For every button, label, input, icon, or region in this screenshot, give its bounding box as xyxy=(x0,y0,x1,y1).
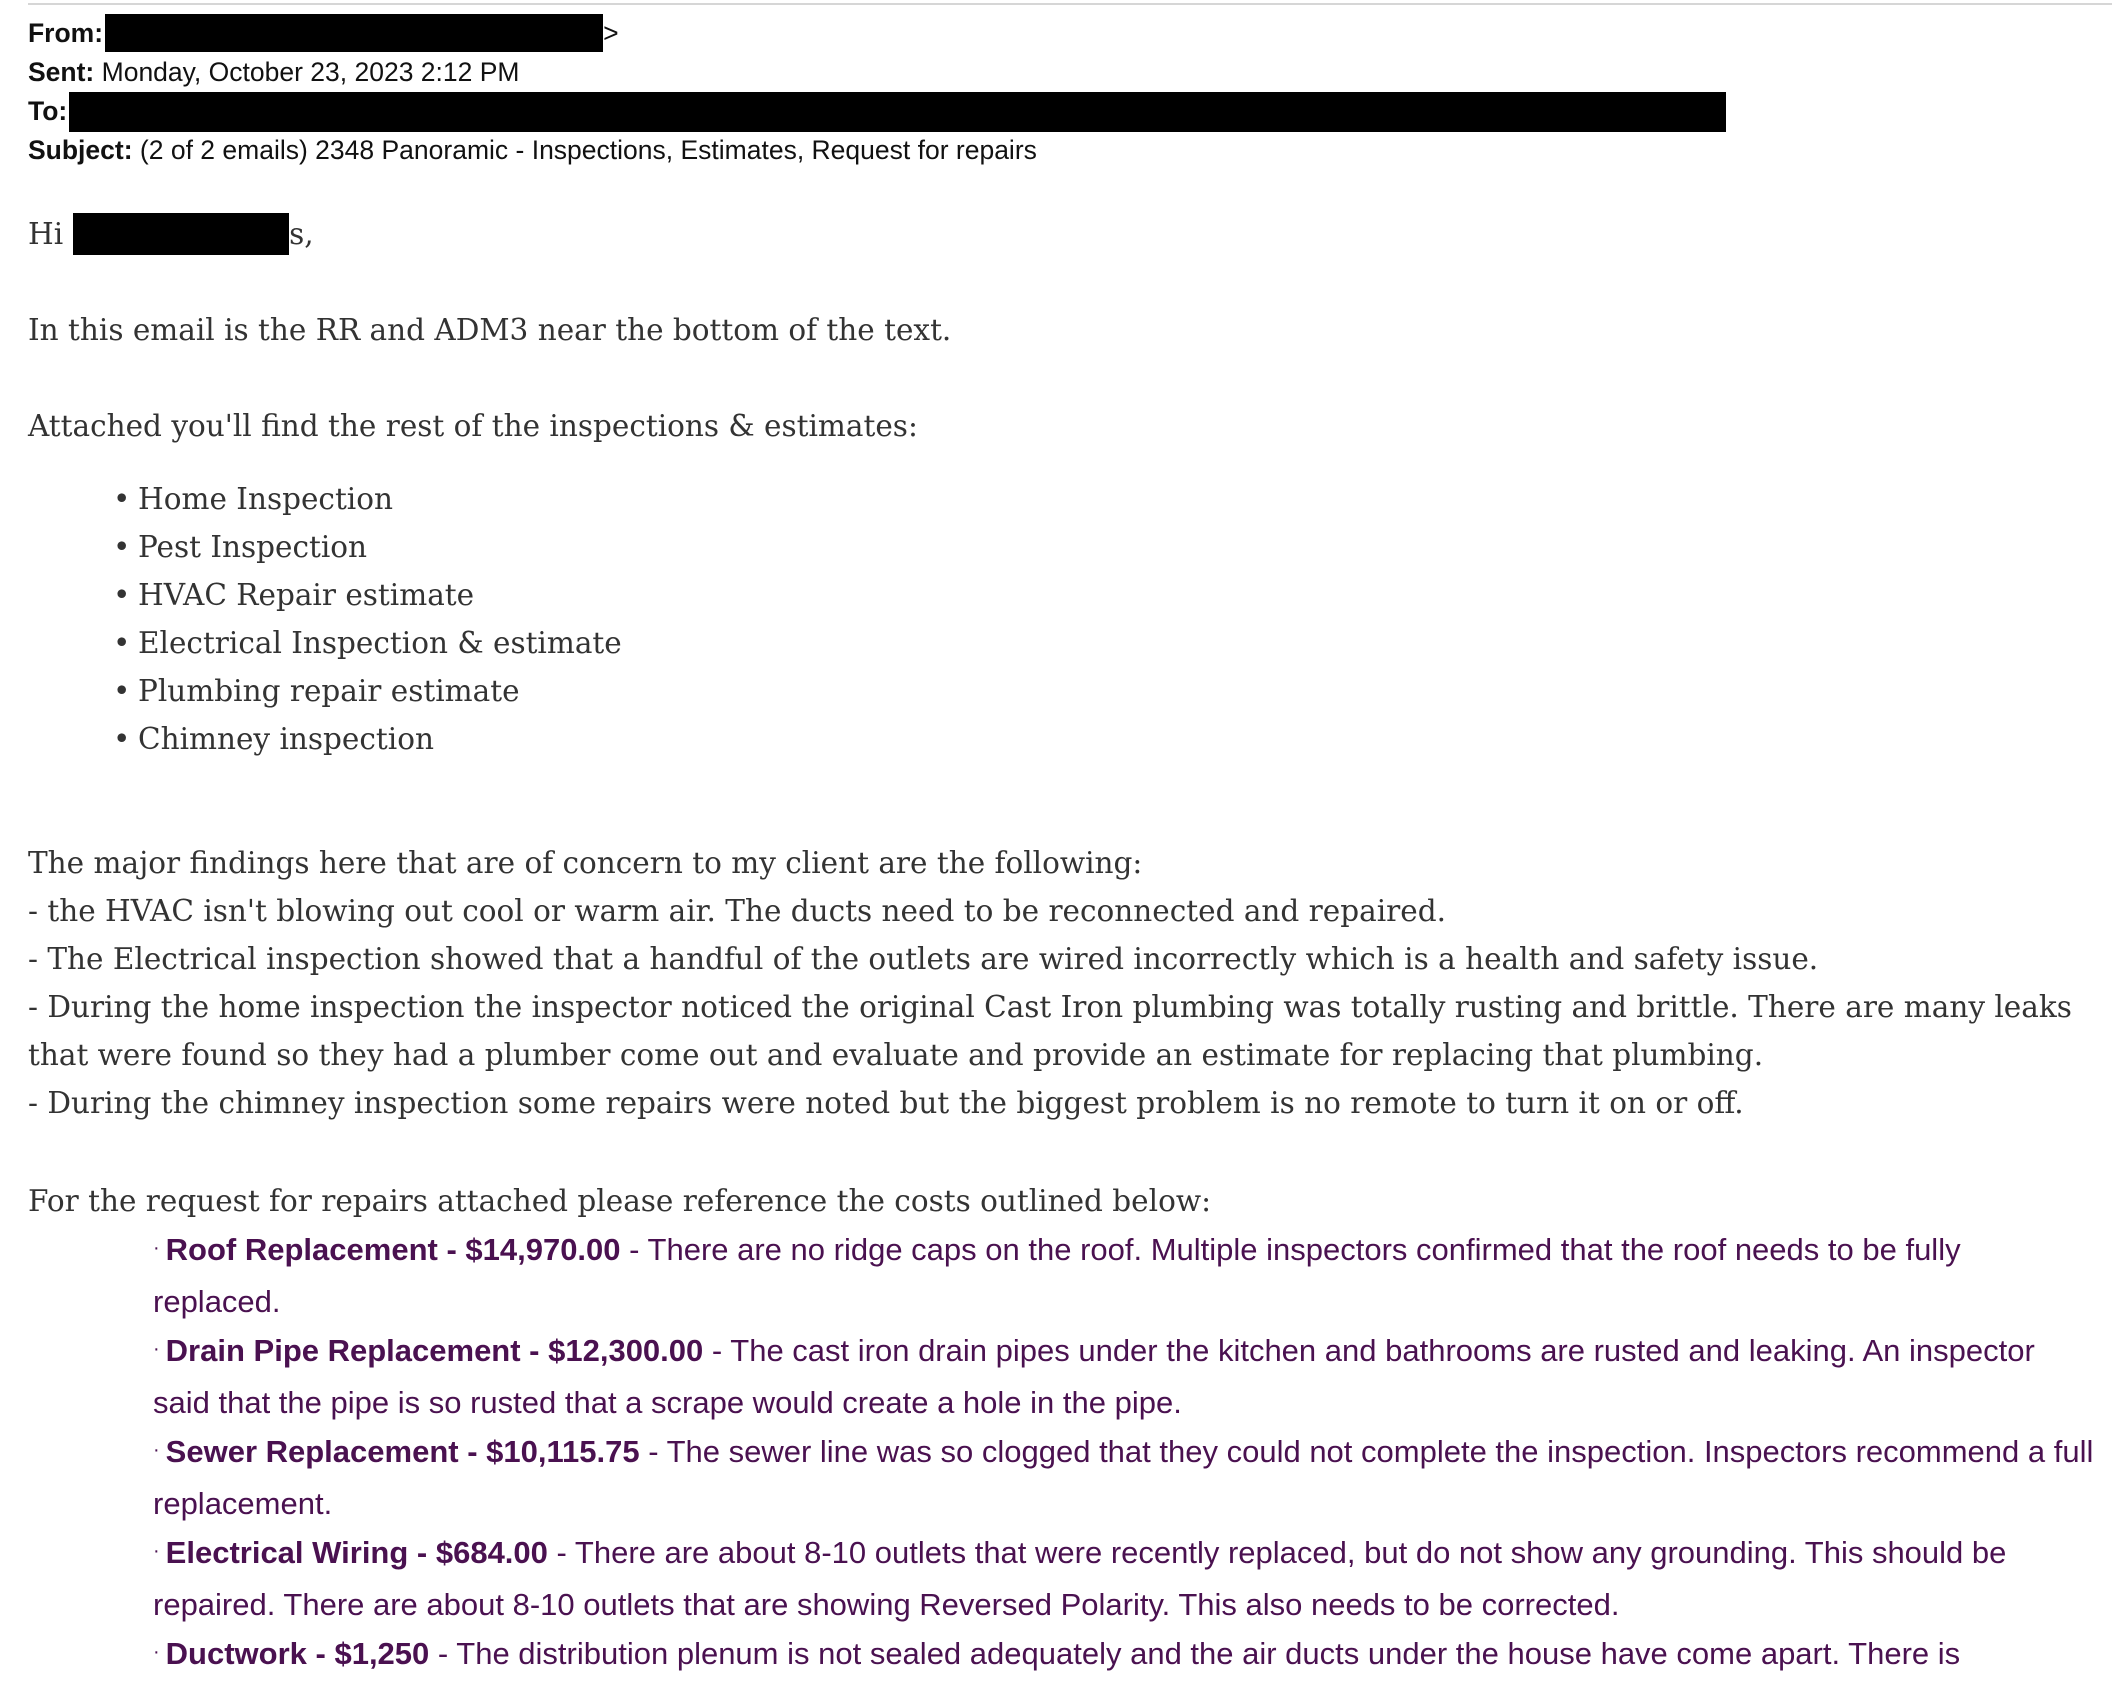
attachment-label: Chimney inspection xyxy=(138,722,434,756)
cost-title: Drain Pipe Replacement - $12,300.00 xyxy=(165,1333,704,1369)
list-item xyxy=(108,523,622,571)
attachment-label: Plumbing repair estimate xyxy=(138,674,520,708)
sent-row xyxy=(28,53,2088,92)
cost-title: Roof Replacement - $14,970.00 xyxy=(165,1232,621,1267)
findings-line: - During the chimney inspection some repairs were noted but the biggest problem is no remote to turn it on or off. xyxy=(28,1086,1744,1120)
from-suffix: > xyxy=(603,18,619,48)
subject-row xyxy=(28,131,2088,170)
attachment-list xyxy=(108,475,622,763)
bullet-icon: • xyxy=(113,674,131,708)
bullet-icon: · xyxy=(153,1338,160,1361)
cost-item-sewer xyxy=(153,1427,2095,1528)
greeting-suffix: s, xyxy=(289,217,314,251)
redacted-recipients xyxy=(69,92,1726,132)
bullet-icon: • xyxy=(113,626,131,660)
list-item xyxy=(108,667,622,715)
cost-title: Ductwork - $1,250 xyxy=(165,1636,430,1672)
bullet-icon: · xyxy=(153,1540,160,1563)
findings-line: - The Electrical inspection showed that a handful of the outlets are wired incorrectly which is a health and safety issue. xyxy=(28,942,1819,976)
greeting-prefix: Hi xyxy=(28,217,64,251)
findings-line: The major findings here that are of concern to my client are the following: xyxy=(28,846,1143,880)
bullet-icon: • xyxy=(113,578,131,612)
intro-paragraph: In this email is the RR and ADM3 near the bottom of the text. xyxy=(28,313,952,347)
cost-title: Sewer Replacement - $10,115.75 xyxy=(165,1434,640,1470)
attachment-label: Home Inspection xyxy=(138,482,393,516)
cost-item-ductwork xyxy=(153,1629,2095,1681)
sent-label: Sent: xyxy=(28,57,95,87)
bullet-icon: • xyxy=(113,722,131,756)
email-header xyxy=(28,14,2088,170)
attachment-label: Electrical Inspection & estimate xyxy=(138,626,622,660)
cost-title: Electrical Wiring - $684.00 xyxy=(165,1535,548,1571)
subject-value: (2 of 2 emails) 2348 Panoramic - Inspections, Estimates, Request for repairs xyxy=(139,135,1037,165)
bullet-icon: · xyxy=(153,1439,160,1462)
attached-intro: Attached you'll find the rest of the inspections & estimates: xyxy=(28,409,918,443)
cost-item-electrical xyxy=(153,1528,2095,1629)
cost-description: - There are no ridge caps on the roof. Multiple inspectors confirmed that the roof needs to be fully replaced. xyxy=(153,1232,1961,1319)
list-item xyxy=(108,571,622,619)
redacted-sender xyxy=(105,14,603,52)
list-item xyxy=(108,619,622,667)
sent-value: Monday, October 23, 2023 2:12 PM xyxy=(101,57,520,87)
cost-description: - There are about 8-10 outlets that were recently replaced, but do not show any grounding. This should be repaired. There are about 8-10 outlets that are showing Reversed Polarity. This also needs to be corrected. xyxy=(153,1535,2007,1622)
from-row xyxy=(28,14,2088,53)
cost-list xyxy=(153,1225,2095,1681)
findings-section xyxy=(28,839,2098,1127)
cost-item-drain-pipe xyxy=(153,1326,2095,1427)
attachment-label: HVAC Repair estimate xyxy=(138,578,475,612)
greeting xyxy=(28,210,2098,258)
bullet-icon: • xyxy=(113,530,131,564)
findings-line: - During the home inspection the inspector noticed the original Cast Iron plumbing was totally rusting and brittle. There are many leaks that were found so they had a plumber come out and evaluate and provide an estimate for replacing that plumbing. xyxy=(28,990,2072,1072)
bullet-icon: · xyxy=(153,1641,160,1664)
to-label: To: xyxy=(28,96,68,126)
header-divider xyxy=(28,3,2112,5)
findings-line: - the HVAC isn't blowing out cool or warm air. The ducts need to be reconnected and repaired. xyxy=(28,894,1446,928)
attachment-label: Pest Inspection xyxy=(138,530,368,564)
cost-item-roof xyxy=(153,1225,2095,1326)
bullet-icon: · xyxy=(153,1237,160,1260)
cost-description: - The cast iron drain pipes under the kitchen and bathrooms are rusted and leaking. An inspector said that the pipe is so rusted that a scrape would create a hole in the pipe. xyxy=(153,1333,2035,1420)
to-row xyxy=(28,92,2088,131)
cost-description: - The distribution plenum is not sealed adequately and the air ducts under the house have come apart. There is xyxy=(429,1636,1961,1672)
subject-label: Subject: xyxy=(28,135,133,165)
cost-description: - The sewer line was so clogged that they could not complete the inspection. Inspectors recommend a full replacement. xyxy=(153,1434,2094,1521)
list-item xyxy=(108,715,622,763)
bullet-icon: • xyxy=(113,482,131,516)
request-intro: For the request for repairs attached please reference the costs outlined below: xyxy=(28,1184,1212,1218)
redacted-name xyxy=(73,213,289,255)
from-label: From: xyxy=(28,18,104,48)
list-item xyxy=(108,475,622,523)
